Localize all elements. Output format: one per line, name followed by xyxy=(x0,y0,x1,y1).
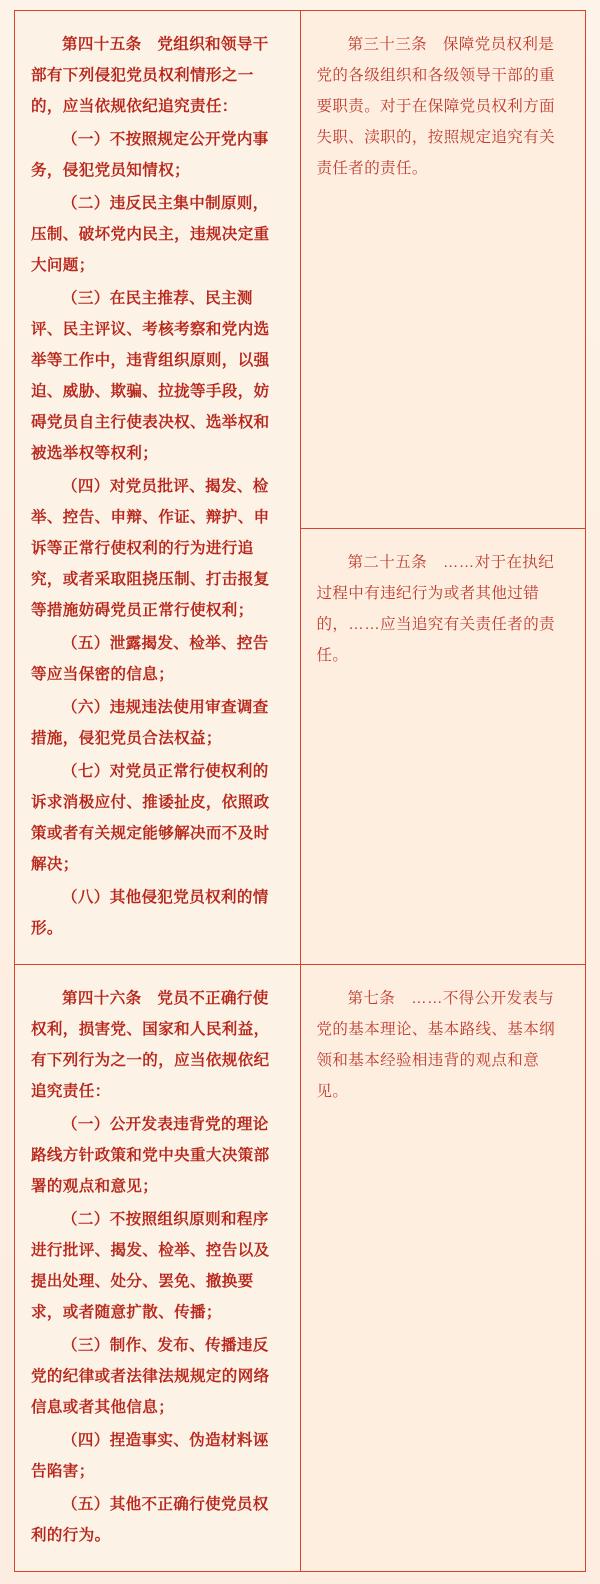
paragraph: （三）制作、发布、传播违反党的纪律或者法律法规规定的网络信息或者其他信息； xyxy=(31,1337,270,1416)
table-row xyxy=(15,11,586,529)
left-column-text-block-1 xyxy=(31,29,284,944)
paragraph: （六）违规违法使用审查调查措施，侵犯党员合法权益； xyxy=(31,699,269,747)
right-column-text-block-3 xyxy=(317,983,570,1107)
table-cell-left-block-1 xyxy=(15,11,301,965)
paragraph: （二）不按照组织原则和程序进行批评、揭发、检举、控告以及提出处理、处分、罢免、撤换要求，或者随意扩散、传播； xyxy=(31,1211,270,1321)
paragraph: 第四十五条 党组织和领导干部有下列侵犯党员权利情形之一的，应当依规依纪追究责任： xyxy=(31,36,269,115)
table-cell-left-block-3 xyxy=(15,965,301,1572)
paragraph: （八）其他侵犯党员权利的情形。 xyxy=(31,889,269,937)
right-column-text-block-2 xyxy=(317,547,570,671)
paragraph: 第三十三条 保障党员权利是党的各级组织和各级领导干部的重要职责。对于在保障党员权利方面失职、渎职的，按照规定追究有关责任者的责任。 xyxy=(316,36,556,177)
comparison-table xyxy=(14,10,586,1572)
paragraph: （五）其他不正确行使党员权利的行为。 xyxy=(31,1496,269,1544)
table-cell-right-block-2 xyxy=(300,529,586,965)
table-body xyxy=(15,11,586,1572)
paragraph: （三）在民主推荐、民主测评、民主评议、考核考察和党内选举等工作中，违背组织原则，以强迫、威胁、欺骗、拉拢等手段，妨碍党员自主行使表决权、选举权和被选举权等权利； xyxy=(31,290,270,462)
paragraph: 第四十六条 党员不正确行使权利，损害党、国家和人民利益，有下列行为之一的，应当依规依纪追究责任： xyxy=(31,990,270,1100)
left-column-text-block-3 xyxy=(31,983,284,1551)
paragraph: （一）不按照规定公开党内事务，侵犯党员知情权； xyxy=(31,131,269,179)
paragraph: （二）违反民主集中制原则，压制、破坏党内民主，违规决定重大问题； xyxy=(31,195,270,274)
paragraph: （一）公开发表违背党的理论路线方针政策和党中央重大决策部署的观点和意见； xyxy=(31,1116,270,1195)
table-cell-right-block-1 xyxy=(300,11,586,529)
paragraph: （五）泄露揭发、检举、控告等应当保密的信息； xyxy=(31,635,269,683)
paragraph: 第七条 ……不得公开发表与党的基本理论、基本路线、基本纲领和基本经验相违背的观点和意见。 xyxy=(316,990,556,1100)
paragraph: （七）对党员正常行使权利的诉求消极应付、推诿扯皮，依照政策或者有关规定能够解决而不及时解决； xyxy=(31,763,270,873)
paragraph: （四）对党员批评、揭发、检举、控告、申辩、作证、辩护、申诉等正常行使权利的行为进行追究，或者采取阻挠压制、打击报复等措施妨碍党员正常行使权利； xyxy=(31,478,270,619)
table-row xyxy=(15,965,586,1572)
table-cell-right-block-3 xyxy=(300,965,586,1572)
paragraph: 第二十五条 ……对于在执纪过程中有违纪行为或者其他过错的，……应当追究有关责任者的责任。 xyxy=(316,554,556,665)
right-column-text-block-1 xyxy=(317,29,570,184)
paragraph: （四）捏造事实、伪造材料诬告陷害； xyxy=(31,1432,269,1480)
